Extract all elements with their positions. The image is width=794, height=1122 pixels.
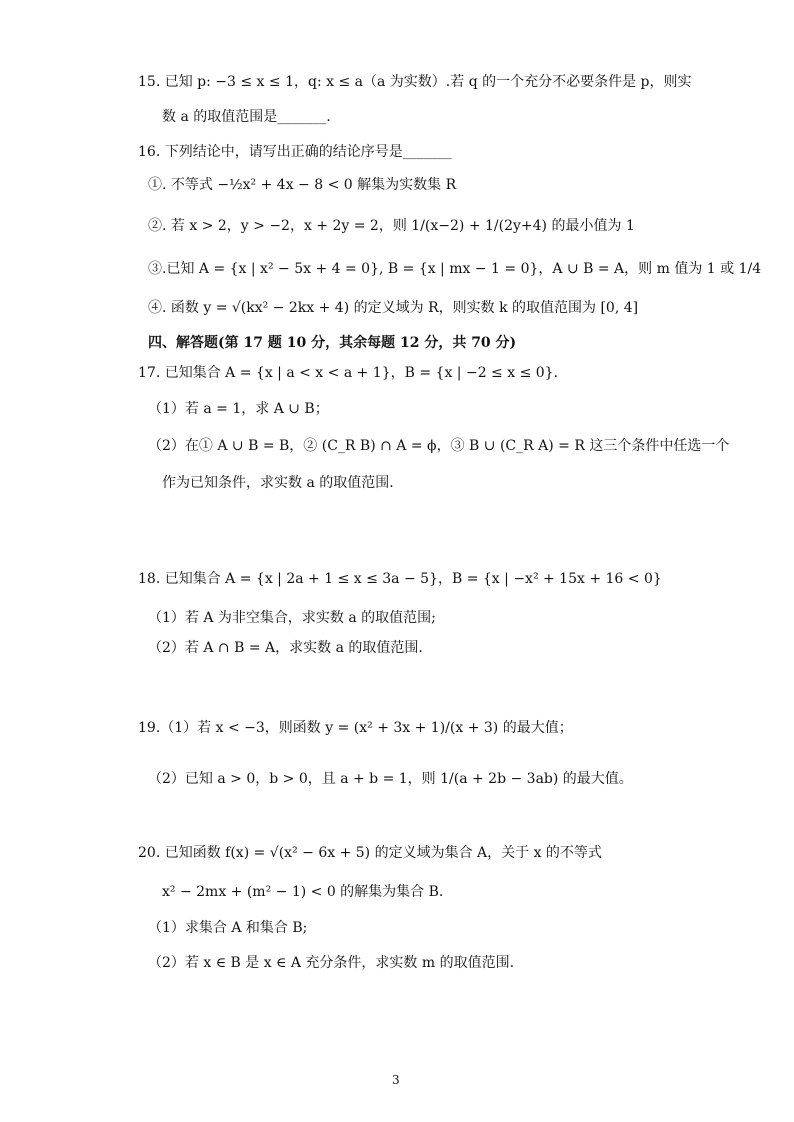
q19-part2: （2）已知 a > 0，b > 0，且 a + b = 1，则 1/(a + 2b − 3ab) 的最大值。 — [148, 771, 633, 787]
q20-title: 20. 已知函数 f(x) = √(x² − 6x + 5) 的定义域为集合 A，关于 x 的不等式 — [138, 845, 602, 861]
q16-item-1: ①. 不等式 −½x² + 4x − 8 < 0 解集为实数集 R — [148, 177, 457, 193]
q20-inequality: x² − 2mx + (m² − 1) < 0 的解集为集合 B. — [162, 884, 444, 900]
q16-item-4: ④. 函数 y = √(kx² − 2kx + 4) 的定义域为 R，则实数 k 的取值范围为 [0, 4] — [148, 300, 639, 316]
q18-title: 18. 已知集合 A = {x | 2a + 1 ≤ x ≤ 3a − 5}，B = {x | −x² + 15x + 16 < 0} — [138, 571, 662, 587]
q20-part1: （1）求集合 A 和集合 B; — [148, 920, 308, 936]
q17-title: 17. 已知集合 A = {x | a < x < a + 1}，B = {x | −2 ≤ x ≤ 0}. — [138, 365, 559, 381]
q17-part2-line1: （2）在① A ∪ B = B，② (C_R B) ∩ A = ϕ，③ B ∪ (C_R A) = R 这三个条件中任选一个 — [148, 438, 730, 454]
q15-line2: 数 a 的取值范围是_______. — [162, 109, 331, 125]
q18-part2: （2）若 A ∩ B = A，求实数 a 的取值范围. — [148, 640, 423, 656]
q16-item-2: ②. 若 x > 2，y > −2，x + 2y = 2，则 1/(x−2) + 1/(2y+4) 的最小值为 1 — [148, 218, 635, 234]
q15-line1: 15. 已知 p: −3 ≤ x ≤ 1，q: x ≤ a（a 为实数）.若 q 的一个充分不必要条件是 p，则实 — [138, 74, 692, 90]
q17-part2-line2: 作为已知条件，求实数 a 的取值范围. — [162, 475, 394, 491]
section-heading: 四、解答题(第 17 题 10 分，其余每题 12 分，共 70 分) — [148, 335, 517, 351]
q16-item-3: ③.已知 A = {x | x² − 5x + 4 = 0}, B = {x | mx − 1 = 0}，A ∪ B = A，则 m 值为 1 或 1/4 — [148, 261, 762, 277]
page-number: 3 — [392, 1073, 400, 1087]
q16-title: 16. 下列结论中，请写出正确的结论序号是_______ — [138, 144, 452, 160]
q19-part1: 19.（1）若 x < −3，则函数 y = (x² + 3x + 1)/(x + 3) 的最大值； — [138, 720, 573, 736]
q20-part2: （2）若 x ∈ B 是 x ∈ A 充分条件，求实数 m 的取值范围. — [148, 955, 515, 971]
q17-part1: （1）若 a = 1，求 A ∪ B； — [148, 401, 329, 417]
q18-part1: （1）若 A 为非空集合，求实数 a 的取值范围; — [148, 610, 436, 626]
